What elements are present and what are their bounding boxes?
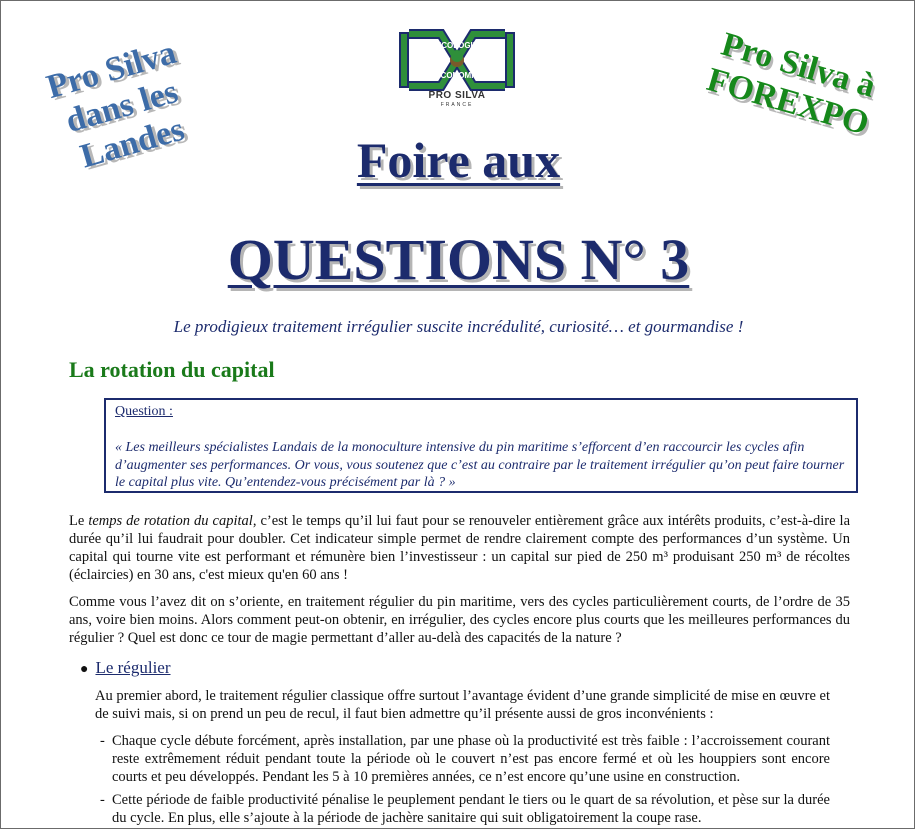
paragraph-1 bbox=[69, 512, 850, 584]
dash-marker-1: - bbox=[100, 733, 105, 749]
question-box bbox=[104, 398, 858, 493]
logo-word-2: ECONOMIE bbox=[435, 71, 479, 80]
paragraph-1-emphasis: temps de rotation du capital bbox=[88, 513, 253, 529]
section-title: La rotation du capital bbox=[69, 357, 275, 382]
pro-silva-logo bbox=[397, 28, 517, 112]
list-item: Cette période de faible productivité pénalise le peuplement pendant le tiers ou le quart de sa révolution, et pèse sur la durée du cycle. En plus, elle s’ajoute à la période de jachère sanitaire qui suit obligatoirement la coupe rase. bbox=[112, 792, 830, 826]
list-item: Chaque cycle débute forcément, après installation, par une phase où la productivité est très faible : l’accroissement courant reste extrêmement réduit pendant toute la période où le couvert n’est pas encore fermé et où les houppiers sont encore courts et peu développés. Pendant les 5 à 10 premières années, ce n’est encore qu’une usine en construction. bbox=[112, 733, 830, 785]
bullet-heading bbox=[80, 658, 171, 678]
right-banner: Pro Silva à FOREXPO bbox=[702, 25, 880, 143]
bullet-dot-icon: ● bbox=[80, 662, 89, 677]
logo-name: PRO SILVA bbox=[428, 90, 486, 101]
paragraph-1-rest: , c’est le temps qu’il lui faut pour se renouveler entièrement grâce aux intérêts produits, c’est-à-dire la durée qu’il lui faudrait pour doubler. Cet indicateur simple permet de rendre clairement compte des performances d’un système. Un capital qui tourne vite est performant et rémunère bien l’investisseur : un capital sur pied de 250 m³ produisant 250 m³ de récoltes (éclaircies) en 30 ans, c'est mieux qu'en 60 ans ! bbox=[69, 513, 851, 583]
infinity-logo-icon bbox=[397, 28, 517, 92]
logo-word-1: ECOLOGIE bbox=[435, 41, 479, 50]
bullet-label: Le régulier bbox=[95, 658, 171, 677]
title-line-1: Foire aux bbox=[356, 132, 561, 188]
logo-subname: FRANCE bbox=[440, 102, 474, 108]
dash-marker-2: - bbox=[100, 792, 105, 808]
subtitle: Le prodigieux traitement irrégulier suscite incrédulité, curiosité… et gourmandise ! bbox=[173, 317, 744, 336]
question-label: Question : bbox=[115, 404, 173, 419]
paragraph-1-start: Le bbox=[69, 513, 89, 529]
title-line-2: QUESTIONS N° 3 bbox=[227, 227, 690, 292]
question-text: « Les meilleurs spécialistes Landais de la monoculture intensive du pin maritime s’efforcent d’en raccourcir les cycles afin d’augmenter ses performances. Or vous, vous soutenez que c’est au contraire par le traitement irrégulier qu’on peut faire tourner le capital plus vite. Qu’entendez-vous précisément par là ? » bbox=[115, 440, 845, 490]
bullet-intro: Au premier abord, le traitement régulier classique offre surtout l’avantage évident d’une grande simplicité de mise en œuvre et de suivi mais, si on prend un peu de recul, il faut bien admettre qu’il présente aussi de gros inconvénients : bbox=[95, 688, 830, 722]
left-banner: Pro Silva dans les Landes bbox=[42, 33, 189, 176]
paragraph-2: Comme vous l’avez dit on s’oriente, en traitement régulier du pin maritime, vers des cycles particulièrement courts, de l’ordre de 35 ans, voire bien moins. Alors comment peut-on obtenir, en irrégulier, des cycles encore plus courts que les meilleures performances du régulier ? Quel est donc ce tour de magie permettant d’aller au-delà des capacités de la nature ? bbox=[69, 594, 850, 646]
